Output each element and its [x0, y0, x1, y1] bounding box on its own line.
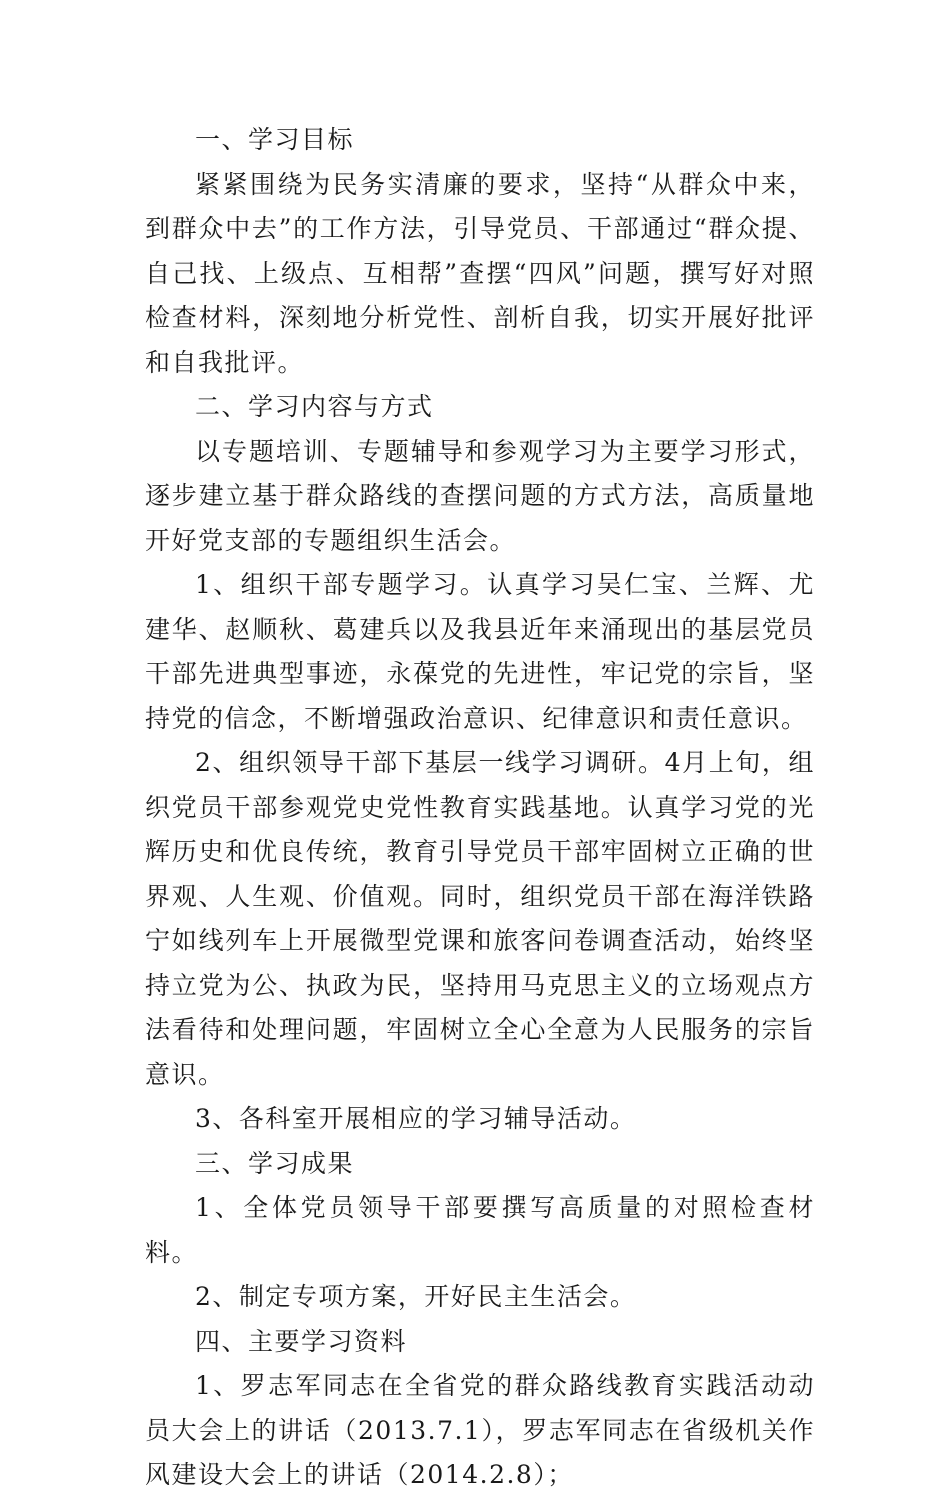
paragraph-material-1: 1、罗志军同志在全省党的群众路线教育实践活动动员大会上的讲话（2013.7.1），罗志军同志在省级机关作风建设大会上的讲话（2014.2.8）；: [145, 1371, 815, 1489]
document-body: [145, 118, 815, 1498]
paragraph-result-2: 2、制定专项方案，开好民主生活会。: [195, 1282, 637, 1311]
paragraph-item-3-department-activities: 3、各科室开展相应的学习辅导活动。: [195, 1104, 637, 1133]
paragraph-learning-forms: 以专题培训、专题辅导和参观学习为主要学习形式，逐步建立基于群众路线的查摆问题的方式方法，高质量地开好党支部的专题组织生活会。: [145, 436, 815, 555]
paragraph-result-1: 1、全体党员领导干部要撰写高质量的对照检查材料。: [145, 1193, 815, 1267]
section-heading-learning-results: 三、学习成果: [195, 1148, 355, 1178]
section-heading-main-materials: 四、主要学习资料: [195, 1326, 408, 1356]
section-heading-learning-goals: 一、学习目标: [195, 125, 355, 154]
section-heading-content-and-methods: 二、学习内容与方式: [195, 392, 434, 421]
paragraph-learning-goals: 紧紧围绕为民务实清廉的要求，坚持“从群众中来，到群众中去”的工作方法，引导党员、干部通过“群众提、自己找、上级点、互相帮”查摆“四风”问题，撰写好对照检查材料，深刻地分析党性、剖析自我，切实开展好批评和自我批评。: [145, 169, 815, 377]
paragraph-item-1-cadre-study: 1、组织干部专题学习。认真学习吴仁宝、兰辉、尤建华、赵顺秋、葛建兵以及我县近年来涌现出的基层党员干部先进典型事迹，永葆党的先进性，牢记党的宗旨，坚持党的信念，不断增强政治意识、纪律意识和责任意识。: [145, 570, 815, 733]
paragraph-item-2-field-research: 2、组织领导干部下基层一线学习调研。4月上旬，组织党员干部参观党史党性教育实践基地。认真学习党的光辉历史和优良传统，教育引导党员干部牢固树立正确的世界观、人生观、价值观。同时，组织党员干部在海洋铁路宁如线列车上开展微型党课和旅客问卷调查活动，始终坚持立党为公、执政为民，坚持用马克思主义的立场观点方法看待和处理问题，牢固树立全心全意为人民服务的宗旨意识。: [145, 748, 815, 1089]
